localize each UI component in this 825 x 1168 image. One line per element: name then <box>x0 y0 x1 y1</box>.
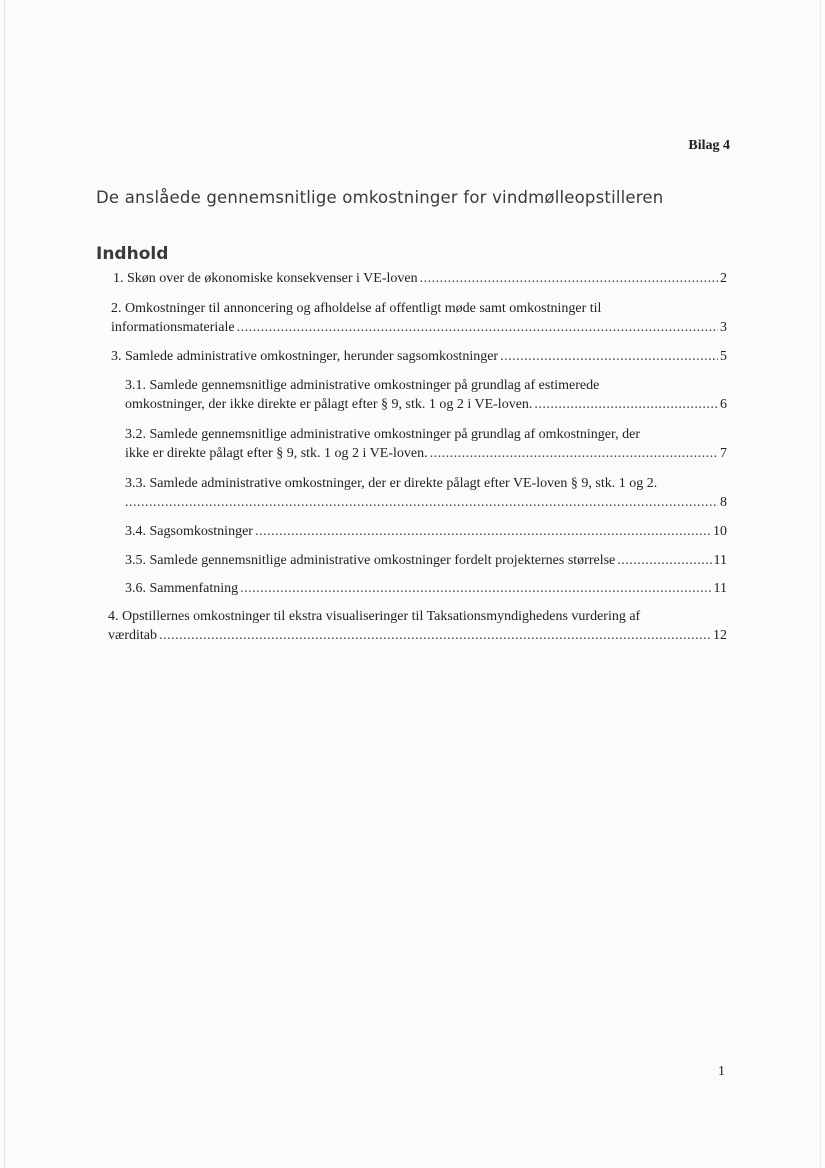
dot-leader <box>255 523 711 542</box>
toc-page-number: 10 <box>713 524 727 539</box>
toc-page-number: 6 <box>720 396 727 412</box>
toc-page-number: 12 <box>713 627 727 643</box>
scan-edge-right <box>820 0 821 1168</box>
toc-page-number: 7 <box>720 445 727 461</box>
toc-entry-3-1[interactable] <box>125 377 727 414</box>
dot-leader <box>159 627 711 646</box>
toc-entry-text-cont: omkostninger, der ikke direkte er pålagt efter § 9, stk. 1 og 2 i VE-loven. <box>125 396 533 412</box>
toc-entry-text: 3.1. Samlede gennemsnitlige administrative omkostninger på grundlag af estimerede <box>125 378 600 393</box>
toc-entry-3-3[interactable] <box>125 475 727 512</box>
toc-entry-4[interactable] <box>108 608 727 645</box>
dot-leader <box>125 494 718 513</box>
appendix-label: Bilag 4 <box>688 138 730 153</box>
toc-entry-text-cont: ikke er direkte pålagt efter § 9, stk. 1 og 2 i VE-loven. <box>125 445 428 461</box>
dot-leader <box>240 580 711 599</box>
dot-leader <box>430 445 718 464</box>
scan-edge-left <box>4 0 5 1168</box>
toc-entry-text: 4. Opstillernes omkostninger til ekstra visualiseringer til Taksationsmyndighedens vurdering af <box>108 609 641 624</box>
toc-entry-text: 3.3. Samlede administrative omkostninger, der er direkte pålagt efter VE-loven § 9, stk. 1 og 2. <box>125 476 658 491</box>
toc-page-number: 8 <box>720 494 727 510</box>
toc-entry-text: 3. Samlede administrative omkostninger, herunder sagsomkostninger <box>111 349 499 364</box>
toc-entry-3-2[interactable] <box>125 426 727 463</box>
toc-entry-3-4[interactable] <box>125 523 727 542</box>
dot-leader <box>420 270 718 289</box>
dot-leader <box>617 552 711 571</box>
toc-entry-2[interactable] <box>111 300 727 337</box>
toc-entry-text: 1. Skøn over de økonomiske konsekvenser i VE-loven <box>113 271 418 286</box>
toc-heading: Indhold <box>96 244 169 264</box>
toc-page-number: 3 <box>720 319 727 335</box>
toc-entry-3-5[interactable] <box>125 552 727 571</box>
toc-entry-3[interactable] <box>111 348 727 367</box>
toc-entry-text: 3.4. Sagsomkostninger <box>125 524 253 539</box>
toc-entry-text: 2. Omkostninger til annoncering og afholdelse af offentligt møde samt omkostninger til <box>111 301 602 316</box>
page-number: 1 <box>718 1064 725 1079</box>
toc-entry-3-6[interactable] <box>125 580 727 599</box>
toc-entry-text-cont: informationsmateriale <box>111 319 235 335</box>
toc-entry-1[interactable] <box>113 270 727 289</box>
toc-entry-text: 3.6. Sammenfatning <box>125 581 239 596</box>
document-title: De anslåede gennemsnitlige omkostninger for vindmølleopstilleren <box>96 188 664 207</box>
toc-entry-text-cont: værditab <box>108 627 157 643</box>
toc-page-number: 11 <box>713 581 727 596</box>
toc-entry-text: 3.5. Samlede gennemsnitlige administrative omkostninger fordelt projekternes størrelse <box>125 553 616 568</box>
toc-page-number: 11 <box>713 553 727 568</box>
toc-page-number: 2 <box>720 271 727 286</box>
toc-entry-text: 3.2. Samlede gennemsnitlige administrative omkostninger på grundlag af omkostninger, der <box>125 427 640 442</box>
toc-page-number: 5 <box>720 349 727 364</box>
dot-leader <box>237 319 718 338</box>
dot-leader <box>500 348 718 367</box>
dot-leader <box>534 396 718 415</box>
